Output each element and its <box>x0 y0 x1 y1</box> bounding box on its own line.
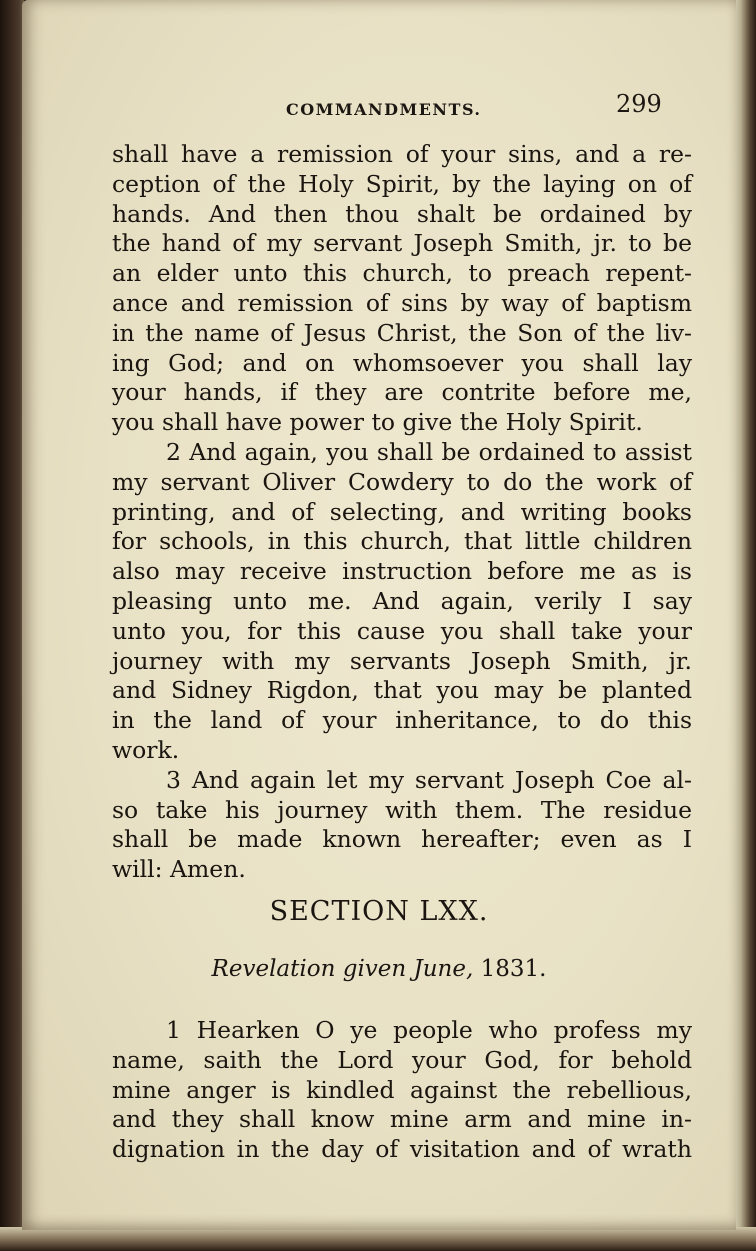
text-line: mine anger is kindled against the rebellious, <box>112 1075 692 1104</box>
text-line: pleasing unto me. And again, verily I say <box>112 586 692 615</box>
page-number: 299 <box>616 90 662 118</box>
text-line: dignation in the day of visitation and of wrath <box>112 1135 692 1164</box>
text-line: your hands, if they are contrite before me, <box>112 378 692 407</box>
text-line: so take his journey with them. The residue <box>112 795 692 824</box>
text-line: my servant Oliver Cowdery to do the work of <box>112 467 692 496</box>
running-head <box>22 88 736 128</box>
section-subheading <box>22 956 736 982</box>
verse-2-start: 2 And again, you shall be ordained to assist <box>166 437 692 466</box>
text-line: also may receive instruction before me as is <box>112 557 692 586</box>
text-line: ing God; and on whomsoever you shall lay <box>112 348 692 377</box>
book-binding-left <box>0 0 24 1251</box>
text-line: shall have a remission of your sins, and a re- <box>112 140 692 168</box>
text-line: hands. And then thou shalt be ordained by <box>112 199 692 228</box>
running-title: COMMANDMENTS. <box>286 100 482 119</box>
subheading-year: 1831. <box>473 956 547 982</box>
body-text <box>112 140 692 885</box>
subheading-italic: Revelation given June, <box>211 956 474 982</box>
section-body-text <box>112 1016 692 1165</box>
text-line: in the name of Jesus Christ, the Son of the liv- <box>112 318 692 347</box>
text-line: an elder unto this church, to preach repent- <box>112 259 692 288</box>
text-line: for schools, in this church, that little children <box>112 527 692 556</box>
section-heading: SECTION LXX. <box>269 896 489 927</box>
verse-3-start: 3 And again let my servant Joseph Coe al- <box>166 765 692 794</box>
text-line: will: Amen. <box>112 855 246 884</box>
text-line: and Sidney Rigdon, that you may be planted <box>112 676 692 705</box>
text-line: printing, and of selecting, and writing books <box>112 497 692 526</box>
text-line: shall be made known hereafter; even as I <box>112 825 692 854</box>
text-line: name, saith the Lord your God, for behold <box>112 1045 692 1074</box>
text-line: in the land of your inheritance, to do this <box>112 706 692 735</box>
text-line: ception of the Holy Spirit, by the laying on of <box>112 169 692 198</box>
text-line: and they shall know mine arm and mine in- <box>112 1105 692 1134</box>
page-edges-bottom <box>0 1227 756 1251</box>
text-line: ance and remission of sins by way of baptism <box>112 288 692 317</box>
text-line: journey with my servants Joseph Smith, jr. <box>112 646 692 675</box>
text-line: you shall have power to give the Holy Spirit. <box>112 408 643 437</box>
page-edges-right <box>734 0 756 1251</box>
text-line: work. <box>112 735 180 764</box>
text-line: unto you, for this cause you shall take your <box>112 616 692 645</box>
text-line: the hand of my servant Joseph Smith, jr. to be <box>112 229 692 258</box>
verse-1-start: 1 Hearken O ye people who profess my <box>166 1016 692 1044</box>
book-page <box>22 0 736 1230</box>
